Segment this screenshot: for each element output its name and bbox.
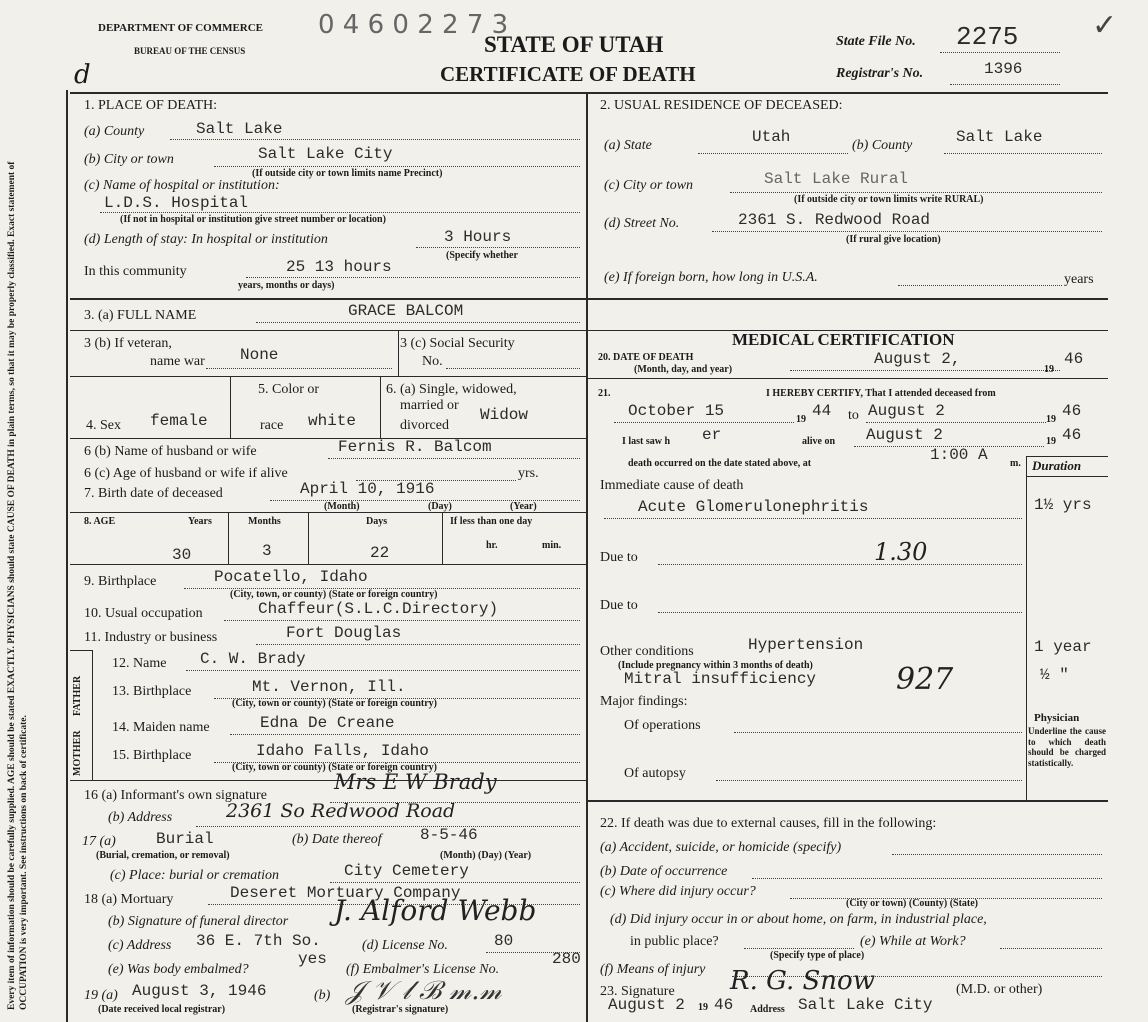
spouse-line xyxy=(328,458,580,459)
serial-number: 0 4 6 0 2 2 7 3 xyxy=(318,10,509,40)
due-to-2-label: Due to xyxy=(600,598,638,613)
duration-head: Duration xyxy=(1032,458,1082,473)
age-col3 xyxy=(442,512,443,564)
md-label: (M.D. or other) xyxy=(956,982,1043,997)
place-county-line xyxy=(170,139,580,140)
res-county-label: (b) County xyxy=(852,138,913,153)
physician-signature[interactable]: R. G. Snow xyxy=(730,966,875,996)
birthplace-value[interactable]: Pocatello, Idaho xyxy=(214,568,368,586)
other-note: (Include pregnancy within 3 months of death) xyxy=(618,660,813,671)
mother-tag: MOTHER xyxy=(72,730,83,776)
received-note: (Date received local registrar) xyxy=(98,1004,226,1015)
findings-label: Major findings: xyxy=(600,694,688,709)
home-label: (d) Did injury occur in or about home, on farm, in industrial place, xyxy=(610,912,987,927)
informant-address-value[interactable]: 2361 So Redwood Road xyxy=(226,800,456,822)
place-community-value[interactable]: 25 13 hours xyxy=(286,258,392,276)
date-death-label: 20. DATE OF DEATH xyxy=(598,352,694,363)
occurrence-date-label: (b) Date of occurrence xyxy=(600,864,728,879)
state-file-label: State File No. xyxy=(836,34,916,49)
work-line xyxy=(1000,948,1102,949)
medical-heading: MEDICAL CERTIFICATION xyxy=(732,330,955,349)
age-months-label: Months xyxy=(248,516,281,527)
father-name-value[interactable]: C. W. Brady xyxy=(200,650,306,668)
informant-address-line xyxy=(196,826,580,827)
veteran-line xyxy=(206,368,392,369)
last-seen-year[interactable]: 46 xyxy=(1062,426,1082,444)
attended-from-prefix: 19 xyxy=(796,414,806,425)
res-county-value[interactable]: Salt Lake xyxy=(956,128,1043,146)
last-seen-mid[interactable]: er xyxy=(702,426,722,444)
color-label-1: 5. Color or xyxy=(258,382,320,397)
death-time[interactable]: 1:00 A xyxy=(930,446,988,464)
mortuary-value[interactable]: Deseret Mortuary Company xyxy=(230,884,461,902)
place-city-label: (b) City or town xyxy=(84,152,174,167)
operations-label: Of operations xyxy=(624,718,701,733)
name-line xyxy=(256,322,580,323)
place-hospital-note: (If not in hospital or institution give street number or location) xyxy=(120,214,386,225)
burial-place-line xyxy=(330,882,580,883)
res-city-note: (If outside city or town limits write RURAL) xyxy=(794,194,984,205)
place-county-label: (a) County xyxy=(84,124,145,139)
director-label: (b) Signature of funeral director xyxy=(108,914,289,929)
dept-name: DEPARTMENT OF COMMERCE xyxy=(98,22,264,34)
informant-sig-label: 16 (a) Informant's own signature xyxy=(84,788,267,803)
informant-signature[interactable]: Mrs E W Brady xyxy=(334,770,497,794)
place-stay-note: (Specify whether xyxy=(446,250,518,261)
bureau-name: BUREAU OF THE CENSUS xyxy=(134,46,246,56)
date-death-year-prefix: 19 xyxy=(1044,364,1054,375)
res-county-line xyxy=(944,153,1102,154)
date-death-year[interactable]: 46 xyxy=(1064,350,1084,368)
rule-after-place xyxy=(70,298,586,300)
mort-addr-value[interactable]: 36 E. 7th So. xyxy=(196,932,321,950)
res-city-line xyxy=(730,192,1102,193)
industry-label: 11. Industry or business xyxy=(84,630,218,645)
veteran-label-1: 3 (b) If veteran, xyxy=(84,336,172,351)
age-years-label: Years xyxy=(188,516,212,527)
burial-date-value[interactable]: 8-5-46 xyxy=(420,826,478,844)
sex-label: 4. Sex xyxy=(86,418,121,433)
received-label: 19 (a) xyxy=(84,988,118,1003)
duration-col-rule xyxy=(1026,456,1027,800)
sig-date-prefix: 19 xyxy=(698,1002,708,1013)
rule-age-bottom xyxy=(70,564,586,565)
registrar-sig-note: (Registrar's signature) xyxy=(352,1004,449,1015)
place-hospital-label: (c) Name of hospital or institution: xyxy=(84,178,280,193)
res-city-value[interactable]: Salt Lake Rural xyxy=(764,170,909,188)
age-days-label: Days xyxy=(366,516,388,527)
veteran-label-2: name war xyxy=(150,354,205,369)
license-label: (d) License No. xyxy=(362,938,448,953)
mother-bp-value[interactable]: Idaho Falls, Idaho xyxy=(256,742,429,760)
father-name-line xyxy=(186,670,580,671)
age-hr-label: hr. xyxy=(486,540,498,551)
mother-name-value[interactable]: Edna De Creane xyxy=(260,714,395,732)
res-foreign-suffix: years xyxy=(1064,272,1094,287)
occupation-value[interactable]: Chaffeur(S.L.C.Directory) xyxy=(258,600,499,618)
color-divider xyxy=(380,376,381,438)
place-city-note: (If outside city or town limits name Precinct) xyxy=(252,168,443,179)
occurrence-date-line xyxy=(752,878,1102,879)
mother-name-line xyxy=(230,734,580,735)
res-street-label: (d) Street No. xyxy=(604,216,680,231)
occurred-label: death occurred on the date stated above, at xyxy=(628,458,812,469)
duration-head-rule xyxy=(1026,476,1108,477)
due-to-1-line xyxy=(658,564,1022,565)
other-condition-2[interactable]: Mitral insufficiency xyxy=(624,670,817,688)
immediate-duration[interactable]: 1½ yrs xyxy=(1034,496,1092,514)
res-street-note: (If rural give location) xyxy=(846,234,941,245)
registrar-value: 1396 xyxy=(984,60,1023,78)
immediate-cause[interactable]: Acute Glomerulonephritis xyxy=(638,498,869,516)
specify-note: (Specify type of place) xyxy=(770,950,865,961)
place-county-value[interactable]: Salt Lake xyxy=(196,120,283,138)
spouse-age-suffix: yrs. xyxy=(518,466,539,481)
res-state-value[interactable]: Utah xyxy=(752,128,791,146)
spouse-age-label: 6 (c) Age of husband or wife if alive xyxy=(84,466,288,481)
side-instructions: Every item of information should be carefully supplied. AGE should be stated EXACTLY. PHYSICIANS should state CAUSE OF DEATH in plain terms, so that it may be properly classified. Exact statement of OCCUPATION is very important. See instructions on back of certificate. xyxy=(7,161,29,1010)
age-min-label: min. xyxy=(542,540,562,551)
sex-divider xyxy=(230,376,231,438)
place-hospital-line xyxy=(100,212,580,213)
duration-top-rule xyxy=(1026,456,1108,457)
ssn-label-1: 3 (c) Social Security xyxy=(400,336,515,351)
attended-to-label: to xyxy=(848,408,859,423)
marital-value[interactable]: Widow xyxy=(480,406,529,424)
attended-from-year[interactable]: 44 xyxy=(812,402,832,420)
place-stay-value[interactable]: 3 Hours xyxy=(444,228,512,246)
last-seen-label: I last saw h xyxy=(622,436,671,447)
res-state-label: (a) State xyxy=(604,138,652,153)
birth-month-note: (Month) xyxy=(324,501,360,512)
age-col2 xyxy=(308,512,309,564)
rule-after-parents xyxy=(70,780,586,781)
mother-bp-label: 15. Birthplace xyxy=(112,748,192,763)
registrar-sig-label: (b) xyxy=(314,988,331,1003)
signature-label: 23. Signature xyxy=(600,984,675,999)
date-death-note: (Month, day, and year) xyxy=(634,364,733,375)
burial-place-label: (c) Place: burial or cremation xyxy=(110,868,279,883)
date-death-value[interactable]: August 2, xyxy=(874,350,961,368)
burial-value[interactable]: Burial xyxy=(156,830,214,848)
marital-label-1: 6. (a) Single, widowed, xyxy=(386,382,517,397)
res-state-line xyxy=(698,153,848,154)
cert-title: CERTIFICATE OF DEATH xyxy=(440,62,696,86)
last-seen-prefix: 19 xyxy=(1046,436,1056,447)
burial-label: 17 (a) xyxy=(82,834,116,849)
place-city-value[interactable]: Salt Lake City xyxy=(258,145,393,163)
registrar-label: Registrar's No. xyxy=(836,66,924,81)
attended-to-prefix: 19 xyxy=(1046,414,1056,425)
ssn-divider xyxy=(398,330,399,376)
birth-label: 7. Birth date of deceased xyxy=(84,486,223,501)
accident-line xyxy=(892,854,1102,855)
parents-side-rule xyxy=(92,650,93,780)
father-bp-note: (City, town or county) (State or foreign country) xyxy=(232,698,437,709)
attended-from-line xyxy=(614,422,794,423)
birth-day-note: (Day) xyxy=(428,501,452,512)
rule-before-external xyxy=(588,800,1108,802)
father-bp-label: 13. Birthplace xyxy=(112,684,192,699)
burial-place-value[interactable]: City Cemetery xyxy=(344,862,469,880)
sex-value[interactable]: female xyxy=(150,412,208,430)
name-value[interactable]: GRACE BALCOM xyxy=(348,302,464,320)
attended-to-line xyxy=(866,422,1046,423)
place-stay-line xyxy=(416,247,580,248)
sig-date-year[interactable]: 46 xyxy=(714,996,734,1014)
age-col1 xyxy=(228,512,229,564)
res-foreign-label: (e) If foreign born, how long in U.S.A. xyxy=(604,270,818,285)
cert-text: I HEREBY CERTIFY, That I attended deceased from xyxy=(766,388,996,399)
attended-to[interactable]: August 2 xyxy=(868,402,945,420)
res-street-line xyxy=(712,231,1102,232)
due-to-2-line xyxy=(658,612,1022,613)
state-file-value: 2275 xyxy=(956,22,1019,52)
physician-note: Underline the cause to which death should be charged statistically. xyxy=(1028,726,1106,768)
immediate-label: Immediate cause of death xyxy=(600,478,744,493)
place-community-note: years, months or days) xyxy=(238,280,335,291)
autopsy-label: Of autopsy xyxy=(624,766,686,781)
occupation-label: 10. Usual occupation xyxy=(84,606,203,621)
alive-label: alive on xyxy=(802,436,836,447)
registrar-line xyxy=(950,84,1060,85)
marital-label-3: divorced xyxy=(400,418,449,433)
physician-head: Physician xyxy=(1034,712,1080,724)
rule-after-date-death xyxy=(588,378,1108,379)
death-time-suffix: m. xyxy=(1010,458,1021,469)
mort-addr-label: (c) Address xyxy=(108,938,172,953)
age-lessday-label: If less than one day xyxy=(450,516,533,527)
color-label-2: race xyxy=(260,418,284,433)
rule-after-residence xyxy=(588,298,1108,300)
autopsy-line xyxy=(716,780,1022,781)
place-heading: 1. PLACE OF DEATH: xyxy=(84,98,218,113)
means-label: (f) Means of injury xyxy=(600,962,706,977)
rule-after-sex xyxy=(70,438,586,439)
rule-after-name xyxy=(70,330,586,331)
birthplace-label: 9. Birthplace xyxy=(84,574,157,589)
spouse-value[interactable]: Fernis R. Balcom xyxy=(338,438,492,456)
other-duration-1[interactable]: 1 year xyxy=(1034,638,1092,656)
sig-address-label: Address xyxy=(750,1004,785,1015)
cert-num: 21. xyxy=(598,388,611,399)
birth-value[interactable]: April 10, 1916 xyxy=(300,480,435,498)
embalmed-label: (e) Was body embalmed? xyxy=(108,962,249,977)
place-city-line xyxy=(214,166,580,167)
industry-value[interactable]: Fort Douglas xyxy=(286,624,402,642)
check-mark-icon: ✓ xyxy=(1092,9,1118,42)
work-label: (e) While at Work? xyxy=(860,934,966,949)
director-signature[interactable]: J. Alford Webb xyxy=(334,894,537,927)
industry-line xyxy=(256,644,580,645)
public-label: in public place? xyxy=(630,934,719,949)
state-file-line xyxy=(940,52,1060,53)
attended-to-year[interactable]: 46 xyxy=(1062,402,1082,420)
cause-code-2: 927 xyxy=(896,662,954,697)
res-city-label: (c) City or town xyxy=(604,178,694,193)
accident-label: (a) Accident, suicide, or homicide (specify) xyxy=(600,840,842,855)
external-heading: 22. If death was due to external causes, fill in the following: xyxy=(600,816,937,831)
top-rule xyxy=(70,92,1108,94)
burial-date-note: (Month) (Day) (Year) xyxy=(440,850,532,861)
burial-date-label: (b) Date thereof xyxy=(292,832,382,847)
state-title: STATE OF UTAH xyxy=(484,32,664,57)
side-rule xyxy=(66,90,68,1022)
age-days-value[interactable]: 22 xyxy=(370,544,390,562)
residence-heading: 2. USUAL RESIDENCE OF DECEASED: xyxy=(600,98,843,113)
burial-note: (Burial, cremation, or removal) xyxy=(96,850,230,861)
date-death-line xyxy=(790,370,1060,371)
father-tag: FATHER xyxy=(72,675,83,716)
embalmer-license-value[interactable]: 280 xyxy=(552,950,581,968)
ssn-line xyxy=(446,368,580,369)
place-community-line xyxy=(246,277,580,278)
margin-mark: d xyxy=(74,60,91,90)
attended-from[interactable]: October 15 xyxy=(628,402,725,420)
operations-line xyxy=(734,732,1022,733)
sig-address-value[interactable]: Salt Lake City xyxy=(798,996,933,1014)
place-stay-label: (d) Length of stay: In hospital or institution xyxy=(84,232,328,247)
mortuary-label: 18 (a) Mortuary xyxy=(84,892,174,907)
birthplace-note: (City, town, or county) (State or foreign country) xyxy=(230,589,438,600)
res-foreign-line xyxy=(898,285,1062,286)
last-seen-date[interactable]: August 2 xyxy=(866,426,943,444)
name-label: 3. (a) FULL NAME xyxy=(84,308,197,323)
father-bp-value[interactable]: Mt. Vernon, Ill. xyxy=(252,678,406,696)
rule-after-veteran xyxy=(70,376,586,377)
informant-address-label: (b) Address xyxy=(108,810,173,825)
due-to-1-label: Due to xyxy=(600,550,638,565)
other-label: Other conditions xyxy=(600,644,694,659)
age-label: 8. AGE xyxy=(84,516,116,527)
marital-label-2: married or xyxy=(400,398,459,413)
spouse-label: 6 (b) Name of husband or wife xyxy=(84,444,257,459)
center-rule xyxy=(586,92,588,1022)
cause-code: 1.30 xyxy=(874,538,928,566)
embalmed-value[interactable]: yes xyxy=(298,950,327,968)
license-value[interactable]: 80 xyxy=(494,932,514,950)
age-years-value[interactable]: 30 xyxy=(172,546,192,564)
registrar-signature-scribble: 𝒥 𝒱 𝓁 ℬ 𝓂.𝓂 xyxy=(346,976,502,1006)
color-value[interactable]: white xyxy=(308,412,357,430)
occupation-line xyxy=(224,620,580,621)
ssn-label-2: No. xyxy=(422,354,443,369)
received-value[interactable]: August 3, 1946 xyxy=(132,982,267,1000)
place-community-label: In this community xyxy=(84,264,187,279)
age-months-value[interactable]: 3 xyxy=(262,542,272,560)
public-line xyxy=(744,948,854,949)
mother-name-label: 14. Maiden name xyxy=(112,720,210,735)
father-rule xyxy=(70,650,92,651)
place-hospital-value[interactable]: L.D.S. Hospital xyxy=(104,194,249,212)
other-duration-2[interactable]: ½ " xyxy=(1040,666,1069,684)
rule-age-top xyxy=(70,512,586,513)
embalmer-license-label: (f) Embalmer's License No. xyxy=(346,962,500,977)
veteran-value[interactable]: None xyxy=(240,346,279,364)
birth-year-note: (Year) xyxy=(510,501,537,512)
sig-date[interactable]: August 2 xyxy=(608,996,685,1014)
where-label: (c) Where did injury occur? xyxy=(600,884,756,899)
mother-bp-note: (City, town or county) (State or foreign country) xyxy=(232,762,437,773)
res-street-value[interactable]: 2361 S. Redwood Road xyxy=(738,211,931,229)
where-note: (City or town) (County) (State) xyxy=(846,898,979,909)
other-condition-1[interactable]: Hypertension xyxy=(748,636,864,654)
immediate-line xyxy=(604,518,1022,519)
father-name-label: 12. Name xyxy=(112,656,167,671)
